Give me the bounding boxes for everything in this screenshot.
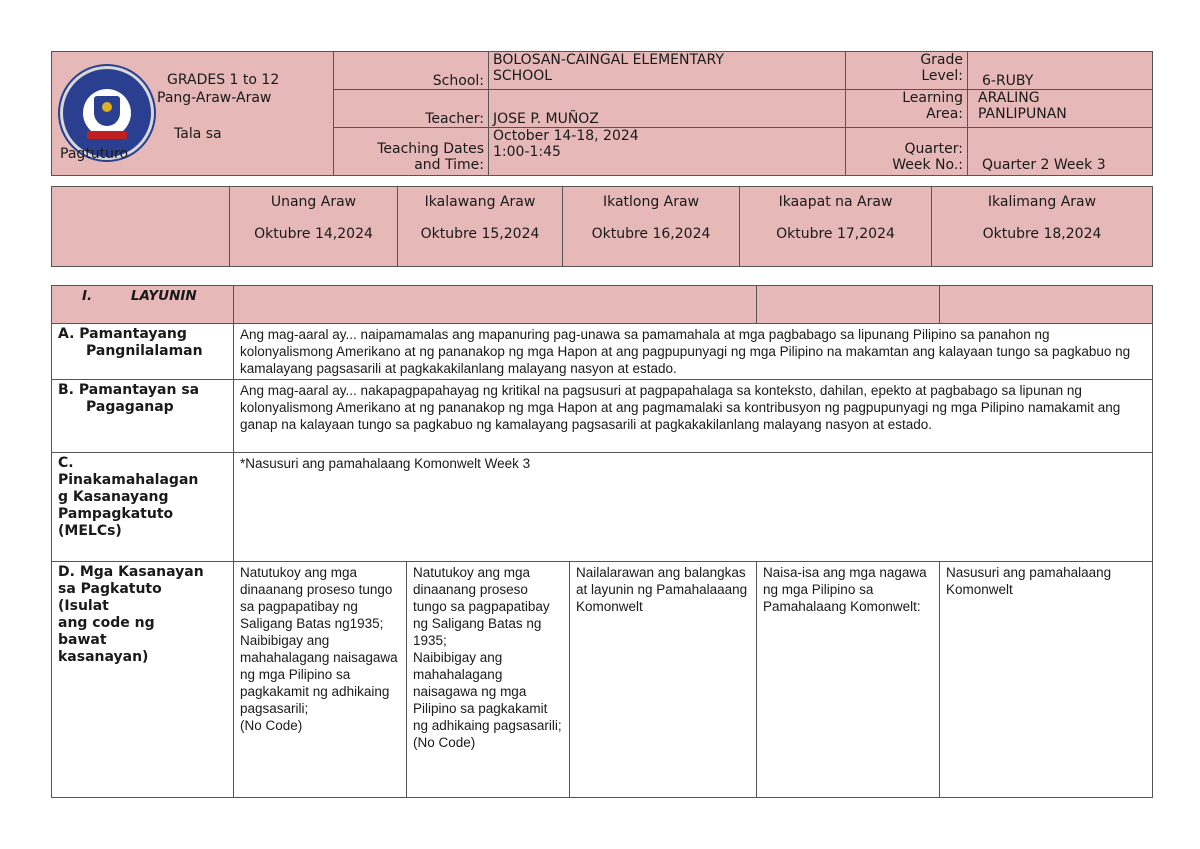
days-blank-cell xyxy=(52,187,230,267)
row-c-label-line5: (MELCs) xyxy=(58,523,122,539)
area-value xyxy=(968,90,1153,128)
header-table xyxy=(51,51,1153,176)
day-5 xyxy=(932,187,1153,267)
row-d-day4: Naisa-isa ang mga nagawa ng mga Pilipino sa Pamahalaang Komonwelt: xyxy=(757,562,940,798)
quarter-label-line2: Week No.: xyxy=(892,157,963,173)
row-d-day5: Nasusuri ang pamahalaang Komonwelt xyxy=(940,562,1153,798)
title-line1: Pang-Araw-Araw xyxy=(157,90,272,106)
day-name: Ikatlong Araw xyxy=(602,194,700,210)
row-d-label-line2: sa Pagkatuto xyxy=(58,581,162,597)
quarter-label xyxy=(846,128,968,176)
dates-label-line1: Teaching Dates xyxy=(377,141,484,157)
objectives-table xyxy=(51,285,1153,798)
day-name: Unang Araw xyxy=(270,194,357,210)
row-b-label-line2: Pagaganap xyxy=(86,399,174,415)
grade-label-line2: Level: xyxy=(921,68,963,84)
layunin-blank-1 xyxy=(234,286,757,324)
row-a-label-line1: A. Pamantayang xyxy=(58,326,187,342)
day-name: Ikaapat na Araw xyxy=(778,194,893,210)
grade-label xyxy=(846,52,968,90)
school-value-line2: SCHOOL xyxy=(493,68,553,84)
area-value-line2: PANLIPUNAN xyxy=(978,106,1067,122)
row-c-label-line4: Pampagkatuto xyxy=(58,506,174,522)
day-date: Oktubre 15,2024 xyxy=(420,226,540,242)
day-name: Ikalimang Araw xyxy=(987,194,1097,210)
row-d-label xyxy=(52,562,234,798)
day-3 xyxy=(563,187,740,267)
area-value-line1: ARALING xyxy=(978,90,1040,106)
day-4 xyxy=(740,187,932,267)
layunin-blank-3 xyxy=(940,286,1153,324)
row-b-label-line1: B. Pamantayan sa xyxy=(58,382,200,398)
title-line3: Pagtuturo xyxy=(60,146,129,162)
row-d-label-line1: D. Mga Kasanayan xyxy=(58,564,204,580)
day-1 xyxy=(230,187,398,267)
row-c-label-line1: C. xyxy=(58,455,74,471)
quarter-label-line1: Quarter: xyxy=(904,141,963,157)
row-d-day3: Nailalarawan ang balangkas at layunin ng Pamahalaaang Komonwelt xyxy=(570,562,757,798)
quarter-value: Quarter 2 Week 3 xyxy=(968,128,1153,176)
row-b-text: Ang mag-aaral ay... nakapagpapahayag ng kritikal na pagsusuri at pagpapahalaga sa konteksto, dahilan, epekto at pagbabago sa lipunan ng kolonyalismong Amerikano at ng pananakop ng mga Hapon at ang pagmamalaki sa kontribusyon ng pagpupunyagi ng mga Pilipino namakamit ang ganap na kalayaan tungo sa pagkabuo ng kamalayang pagsasarili at pagkakakilanlang malayang nasyon at estado. xyxy=(234,380,1153,453)
dates-value xyxy=(489,128,846,176)
row-d-label-line5: bawat xyxy=(58,632,107,648)
layunin-blank-2 xyxy=(757,286,940,324)
grade-label-line1: Grade xyxy=(920,52,963,68)
layunin-heading xyxy=(52,286,234,324)
header-title-cell xyxy=(52,52,334,176)
row-d-label-line6: kasanayan) xyxy=(58,649,149,665)
row-c-label-line3: g Kasanayang xyxy=(58,489,169,505)
day-date: Oktubre 14,2024 xyxy=(254,226,373,242)
day-date: Oktubre 16,2024 xyxy=(591,226,711,242)
teacher-value: JOSE P. MUÑOZ xyxy=(489,90,846,128)
row-d-day1: Natutukoy ang mga dinaanang proseso tungo sa pagpapatibay ng Saligang Batas ng1935; Naibibigay ang mahahalagang naisagawa ng mga Pilipino sa pagkakamit ng adhikaing pagsasarili; (No Code) xyxy=(234,562,407,798)
layunin-number: I. xyxy=(82,288,93,304)
dates-value-line1: October 14-18, 2024 xyxy=(493,128,639,144)
layunin-label: LAYUNIN xyxy=(130,288,197,304)
day-2 xyxy=(398,187,563,267)
title-line2: Tala sa xyxy=(174,126,222,142)
area-label-line2: Area: xyxy=(926,106,963,122)
row-d-label-line3: (Isulat xyxy=(58,598,109,614)
area-label xyxy=(846,90,968,128)
row-a-label-line2: Pangnilalaman xyxy=(86,343,203,359)
grades-label: GRADES 1 to 12 xyxy=(167,72,280,88)
dates-value-line2: 1:00-1:45 xyxy=(493,144,561,160)
day-name: Ikalawang Araw xyxy=(424,194,536,210)
dates-label xyxy=(334,128,489,176)
day-date: Oktubre 17,2024 xyxy=(776,226,895,242)
dates-label-line2: and Time: xyxy=(414,157,484,173)
grade-value: 6-RUBY xyxy=(968,52,1153,90)
row-c-label-line2: Pinakamahalagan xyxy=(58,472,199,488)
day-date: Oktubre 18,2024 xyxy=(982,226,1102,242)
row-d-label-line4: ang code ng xyxy=(58,615,155,631)
school-value xyxy=(489,52,846,90)
school-label: School: xyxy=(334,52,489,90)
row-b-label xyxy=(52,380,234,453)
area-label-line1: Learning xyxy=(902,90,963,106)
row-d-day2: Natutukoy ang mga dinaanang proseso tungo sa pagpapatibay ng Saligang Batas ng 1935; Naibibigay ang mahahalagang naisagawa ng mga Pilipino sa pagkakamit ng adhikaing pagsasarili; (No Code) xyxy=(407,562,570,798)
school-value-line1: BOLOSAN-CAINGAL ELEMENTARY xyxy=(493,52,724,68)
row-c-text: *Nasusuri ang pamahalaang Komonwelt Week 3 xyxy=(234,453,1153,562)
row-a-label xyxy=(52,324,234,380)
row-c-label xyxy=(52,453,234,562)
row-a-text: Ang mag-aaral ay... naipamamalas ang mapanuring pag-unawa sa pamamahala at mga pagbabago sa lipunang Pilipino sa panahon ng kolonyalismong Amerikano at ng pananakop ng mga Hapon at ang pagpupunyagi ng mga Pilipino na makamtan ang kalayaan tungo sa pagkabuo ng kamalayang pagsasarili at pagkakakilanlang malayang nasyon at estado. xyxy=(234,324,1153,380)
days-table xyxy=(51,186,1153,267)
teacher-label: Teacher: xyxy=(334,90,489,128)
